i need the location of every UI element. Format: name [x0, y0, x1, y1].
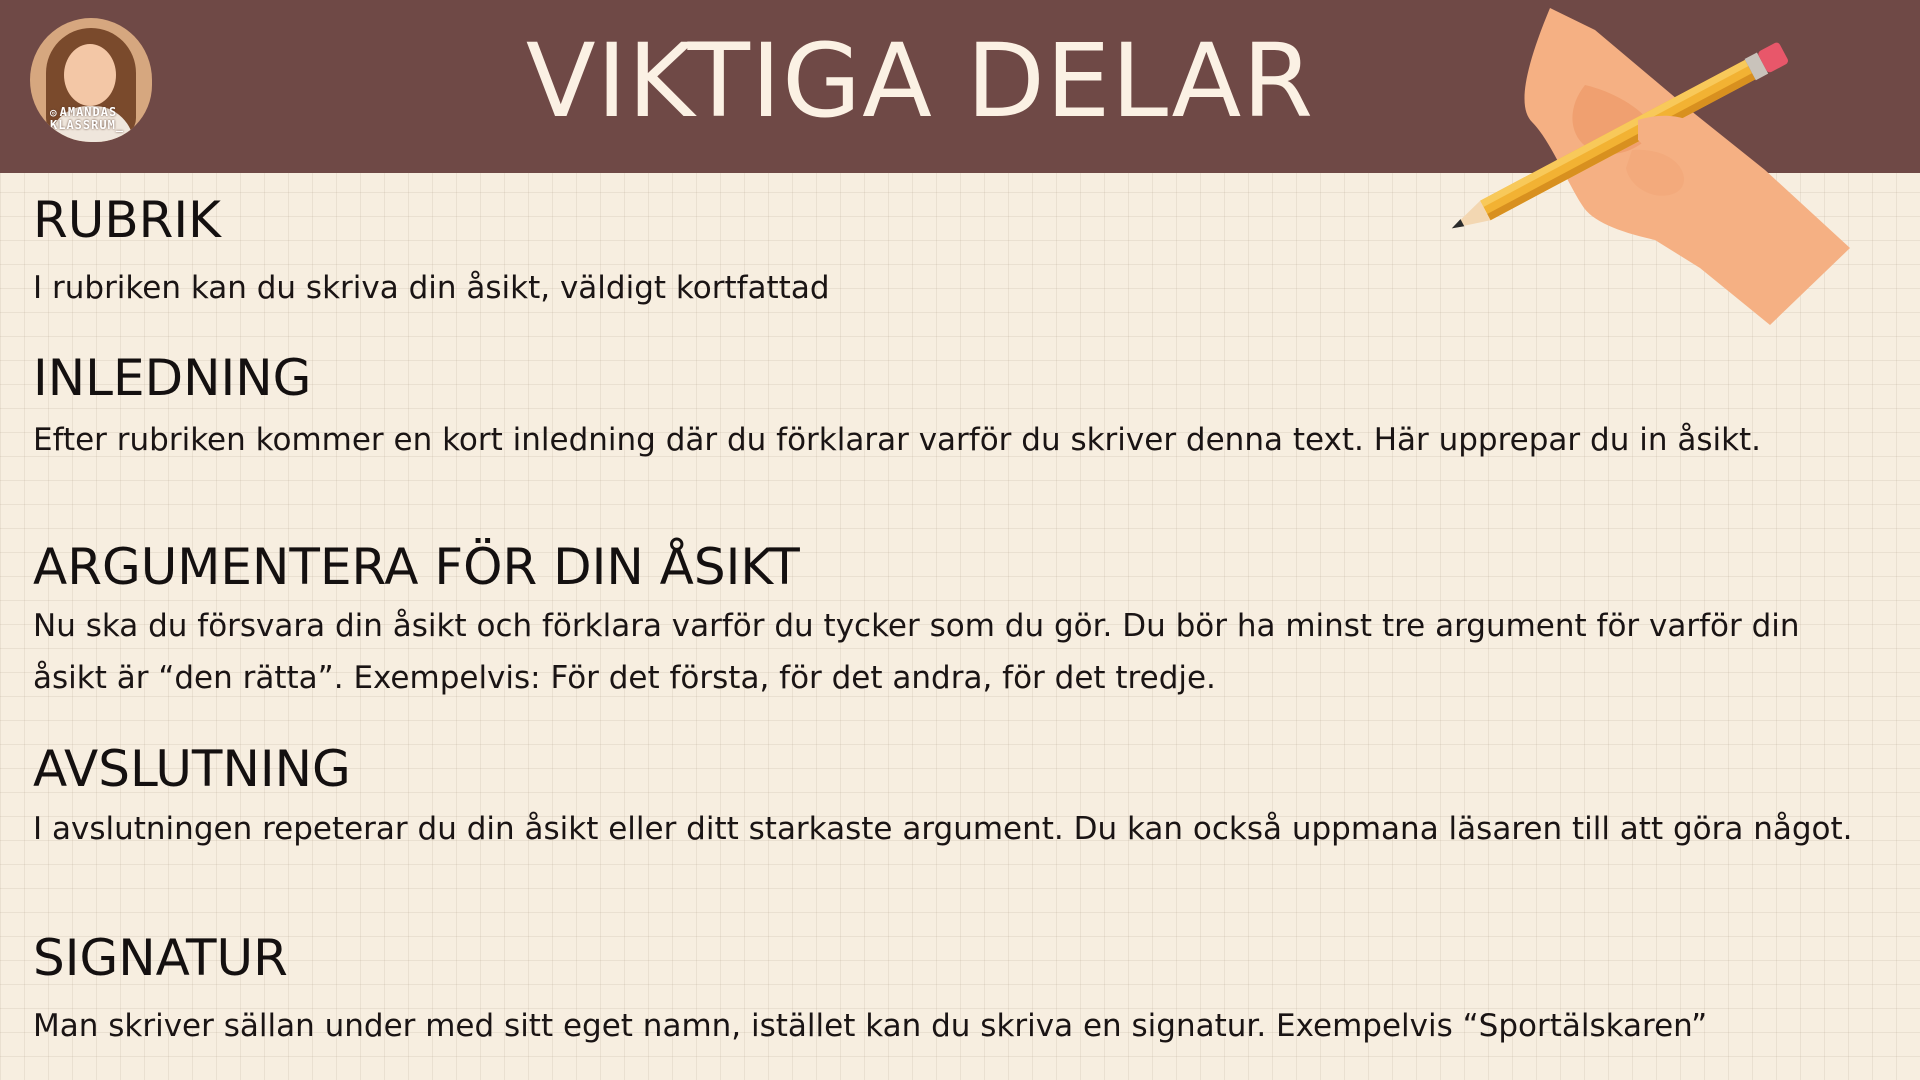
section-title-argumentera: ARGUMENTERA FÖR DIN ÅSIKT — [33, 538, 800, 596]
section-text-inledning: Efter rubriken kommer en kort inledning där du förklarar varför du skriver denna text. Här upprepar du in åsikt. — [33, 422, 1762, 458]
logo-line-2: KLASSRUM_ — [50, 118, 125, 132]
section-text-avslutning: I avslutningen repeterar du din åsikt eller ditt starkaste argument. Du kan också uppmana läsaren till att göra något. — [33, 811, 1853, 847]
page-title: VIKTIGA DELAR — [525, 22, 1315, 141]
section-title-signatur: SIGNATUR — [33, 929, 288, 987]
section-title-rubrik: RUBRIK — [33, 191, 221, 249]
instagram-icon: ◎ — [50, 106, 58, 119]
section-title-avslutning: AVSLUTNING — [33, 740, 351, 798]
section-title-inledning: INLEDNING — [33, 349, 312, 407]
logo-line-1: AMANDAS — [59, 105, 118, 119]
section-text-signatur: Man skriver sällan under med sitt eget namn, istället kan du skriva en signatur. Exempelvis “Sportälskaren” — [33, 1008, 1708, 1044]
section-text-argumentera: Nu ska du försvara din åsikt och förklara varför du tycker som du gör. Du bör ha minst tre argument för varför din åsikt är “den rätta”. Exempelvis: För det första, för det andra, för det tredje. — [33, 608, 1800, 696]
section-text-rubrik: I rubriken kan du skriva din åsikt, väldigt kortfattad — [33, 270, 830, 306]
